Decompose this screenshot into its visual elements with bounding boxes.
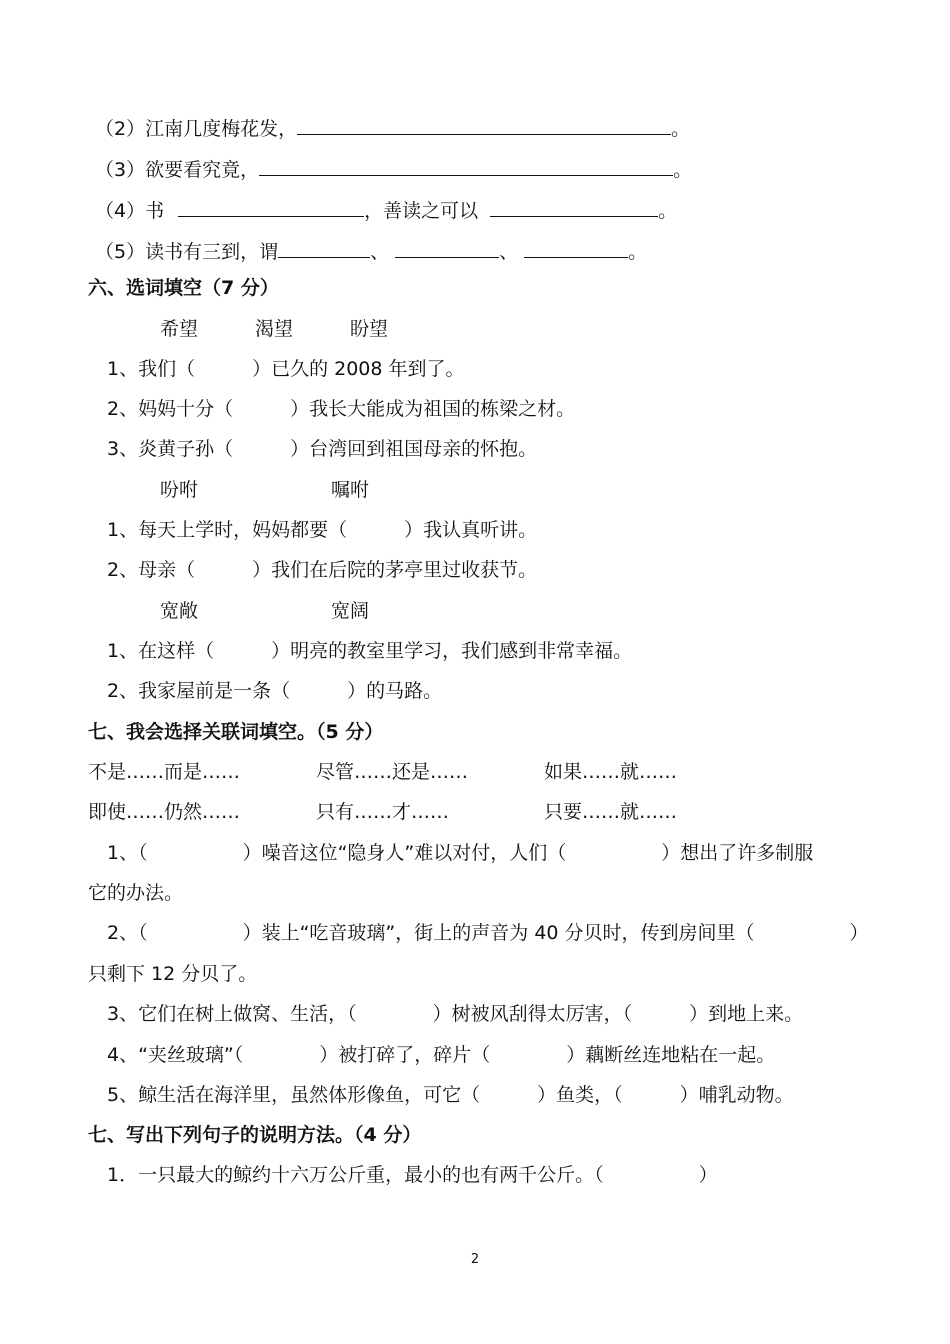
section-title: 六、选词填空（7 分） — [88, 277, 279, 299]
question-item: 1、每天上学时，妈妈都要（ ）我认真听讲。 — [107, 519, 538, 541]
poem-prefix: （2）江南几度梅花发， — [95, 118, 298, 140]
poem-line-2: （2）江南几度梅花发， 。 — [95, 114, 690, 142]
page-number: 2 — [470, 1252, 480, 1267]
question-item: 1．一只最大的鲸约十六万公斤重，最小的也有两千公斤。（ ） — [107, 1164, 718, 1186]
question-item: 2、母亲（ ）我们在后院的茅亭里过收获节。 — [107, 559, 538, 581]
conjunction-option: 不是……而是…… — [88, 761, 241, 783]
answer-blank[interactable] — [490, 196, 658, 217]
question-item: 3、炎黄子孙（ ）台湾回到祖国母亲的怀抱。 — [107, 438, 538, 460]
poem-prefix: （3）欲要看究竟， — [95, 159, 260, 181]
conjunction-option: 如果……就…… — [544, 761, 678, 783]
question-item: 1、我们（ ）已久的 2008 年到了。 — [107, 358, 465, 380]
answer-blank[interactable] — [524, 237, 628, 258]
word-choices: 希望 渴望 盼望 — [160, 318, 389, 340]
question-item-cont: 只剩下 12 分贝了。 — [88, 963, 258, 985]
word-choices: 吩咐 嘱咐 — [160, 479, 370, 501]
conjunction-option: 只有……才…… — [316, 801, 450, 823]
poem-line-4: （4）书 ，善读之可以 。 — [95, 196, 677, 224]
question-item: 4、“夹丝玻璃”（ ）被打碎了，碎片（ ）藕断丝连地粘在一起。 — [107, 1044, 776, 1066]
question-item: 2、妈妈十分（ ）我长大能成为祖国的栋梁之材。 — [107, 398, 576, 420]
conjunction-option: 尽管……还是…… — [316, 761, 469, 783]
word-choices: 宽敞 宽阔 — [160, 600, 370, 622]
question-item-cont: 它的办法。 — [88, 882, 184, 904]
poem-line-3: （3）欲要看究竟， 。 — [95, 155, 692, 183]
conjunction-option: 只要……就…… — [544, 801, 678, 823]
question-item: 2、我家屋前是一条（ ）的马路。 — [107, 680, 443, 702]
conjunction-option: 即使……仍然…… — [88, 801, 241, 823]
poem-prefix: （5）读书有三到，谓 — [95, 241, 279, 263]
question-item: 3、它们在树上做窝、生活，（ ）树被风刮得太厉害，（ ）到地上来。 — [107, 1003, 804, 1025]
question-item: 1、在这样（ ）明亮的教室里学习，我们感到非常幸福。 — [107, 640, 633, 662]
question-item: 2、（ ）装上“吃音玻璃”，街上的声音为 40 分贝时，传到房间里（ ） — [107, 922, 869, 944]
answer-blank[interactable] — [297, 114, 671, 135]
poem-line-5: （5）读书有三到，谓 、 、 。 — [95, 237, 647, 265]
answer-blank[interactable] — [259, 155, 673, 176]
answer-blank[interactable] — [178, 196, 364, 217]
question-item: 5、鲸生活在海洋里，虽然体形像鱼，可它（ ）鱼类，（ ）哺乳动物。 — [107, 1084, 794, 1106]
section-title: 七、写出下列句子的说明方法。（4 分） — [88, 1124, 422, 1146]
section-title: 七、我会选择关联词填空。（5 分） — [88, 721, 384, 743]
answer-blank[interactable] — [395, 237, 499, 258]
answer-blank[interactable] — [278, 237, 370, 258]
question-item: 1、（ ）噪音这位“隐身人”难以对付，人们（ ）想出了许多制服 — [107, 842, 814, 864]
poem-prefix: （4）书 — [95, 200, 165, 222]
